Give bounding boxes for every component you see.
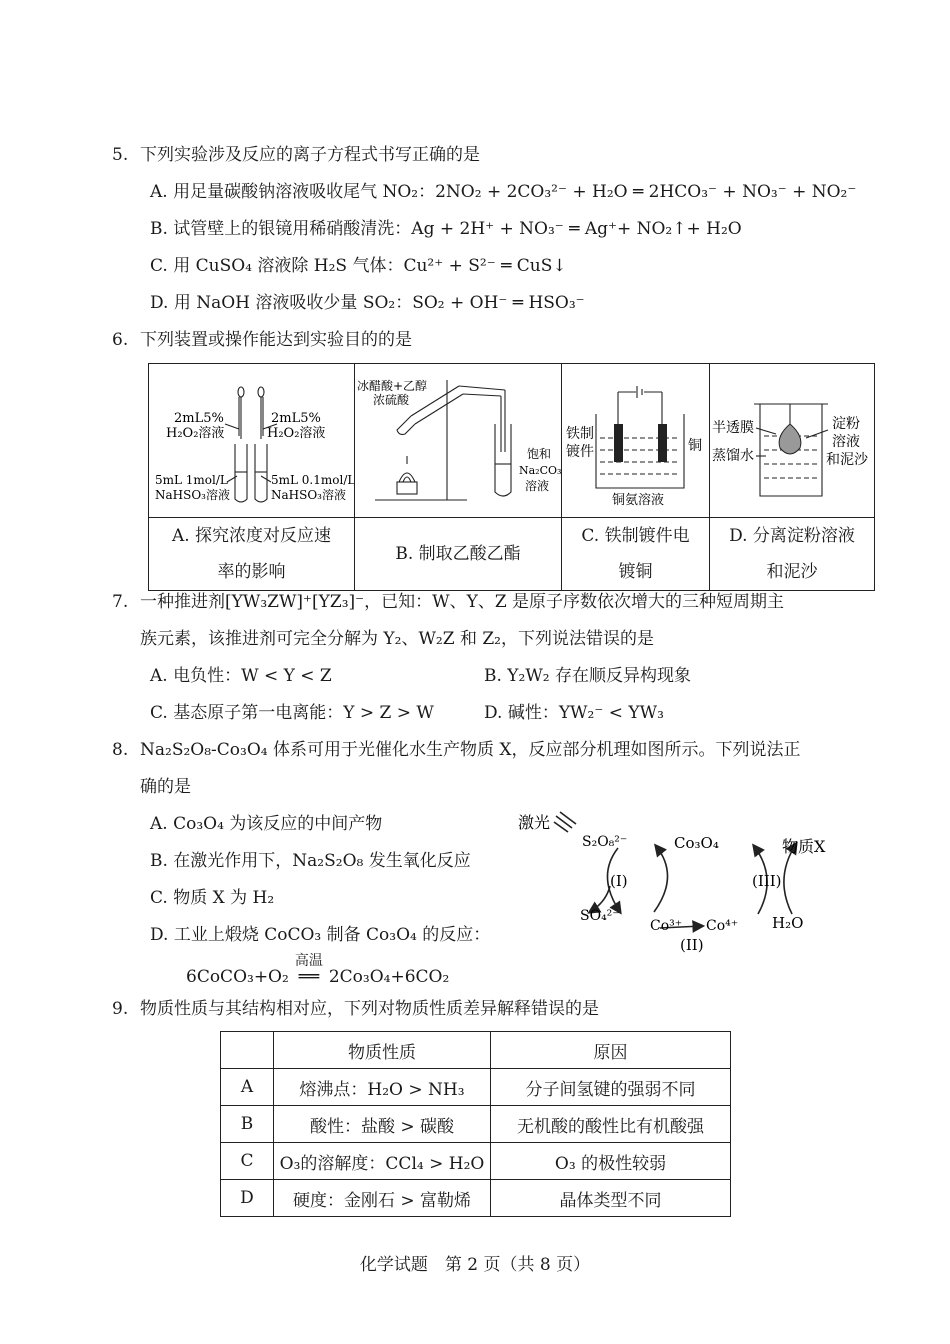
q9-stem: 物质性质与其结构相对应，下列对物质性质差异解释错误的是 — [140, 999, 599, 1019]
esterification-apparatus-figure — [355, 364, 561, 512]
table-cell: 熔沸点：H₂O > NH₃ — [274, 1069, 491, 1106]
table-cell: B — [221, 1106, 274, 1143]
electroplating-figure — [562, 364, 709, 512]
fig-c-label-d: 铜氨溶液 — [612, 493, 665, 508]
table-cell: O₃ 的极性较弱 — [491, 1143, 731, 1180]
equation-products: 2Co₃O₄+6CO₂ — [328, 967, 450, 987]
q8-option-c: C. 物质 X 为 H₂ — [150, 888, 275, 908]
fig-d-label-d: 溶液 — [832, 434, 860, 450]
figure-c — [562, 364, 710, 518]
figure-b — [355, 364, 562, 518]
label-co3o4: Co₃O₄ — [674, 834, 719, 852]
fig-a-label-bl2: NaHSO₃溶液 — [155, 488, 230, 502]
label-s2o8: S₂O₈²⁻ — [582, 834, 628, 850]
q8-equation — [186, 953, 450, 988]
header-cell: 原因 — [491, 1032, 731, 1069]
tube-comparison-figure — [149, 364, 354, 512]
q8-number: 8. — [112, 740, 129, 760]
fig-a-label-tr2: H₂O₂溶液 — [267, 426, 326, 441]
table-row — [221, 1143, 731, 1180]
table-cell: 无机酸的酸性比有机酸强 — [491, 1106, 731, 1143]
fig-d-label-e: 和泥沙 — [826, 452, 868, 468]
q5-number: 5. — [112, 145, 129, 165]
fig-a-label-br2: NaHSO₃溶液 — [271, 488, 346, 502]
caption-c: C. 铁制镀件电 镀铜 — [562, 518, 710, 591]
fig-a-label-tr: 2mL5% — [271, 411, 321, 426]
equation-reactants: 6CoCO₃+O₂ — [186, 967, 289, 987]
q9-number: 9. — [112, 999, 129, 1019]
fig-b-label-a: 冰醋酸+乙醇 — [357, 379, 428, 393]
fig-b-label-e: 溶液 — [525, 479, 550, 493]
header-cell — [221, 1032, 274, 1069]
figure-a — [149, 364, 355, 518]
table-header-row — [221, 1032, 731, 1069]
table-cell: O₃的溶解度：CCl₄ > H₂O — [274, 1143, 491, 1180]
q5-stem: 下列实验涉及反应的离子方程式书写正确的是 — [140, 145, 480, 165]
label-water: H₂O — [772, 914, 804, 932]
table-cell: 酸性：盐酸 > 碳酸 — [274, 1106, 491, 1143]
q5-option-c: C. 用 CuSO₄ 溶液除 H₂S 气体：Cu²⁺ + S²⁻ ═ CuS↓ — [150, 256, 567, 276]
label-step-ii: (II) — [680, 936, 704, 954]
q6-stem: 下列装置或操作能达到实验目的的是 — [140, 330, 412, 350]
table-row — [221, 1069, 731, 1106]
q7-option-c: C. 基态原子第一电离能：Y > Z > W — [150, 703, 434, 723]
label-co3-ion: Co³⁺ — [650, 918, 683, 934]
label-co4-ion: Co⁴⁺ — [706, 918, 739, 934]
q8-stem-2: 确的是 — [140, 777, 191, 797]
fig-d-label-a: 半透膜 — [712, 420, 754, 436]
label-substance-x: 物质X — [782, 837, 826, 856]
caption-b: B. 制取乙酸乙酯 — [355, 518, 562, 591]
q7-number: 7. — [112, 592, 129, 612]
label-laser: 激光 — [518, 813, 551, 832]
dialysis-figure — [710, 364, 874, 512]
label-step-i: (I) — [610, 872, 628, 890]
fig-b-label-c: 饱和 — [527, 447, 552, 461]
table-cell: C — [221, 1143, 274, 1180]
mechanism-diagram — [510, 806, 850, 966]
q5-option-a: A. 用足量碳酸钠溶液吸收尾气 NO₂：2NO₂ + 2CO₃²⁻ + H₂O ═ 2HCO₃⁻ + NO₃⁻ + NO₂⁻ — [150, 182, 857, 202]
q8-stem-1: Na₂S₂O₈-Co₃O₄ 体系可用于光催化水生产物质 X，反应部分机理如图所示。下列说法正 — [140, 740, 801, 760]
q5-option-d: D. 用 NaOH 溶液吸收少量 SO₂：SO₂ + OH⁻ ═ HSO₃⁻ — [150, 293, 585, 313]
fig-c-label-c: 铜 — [688, 438, 702, 454]
table-cell: 硬度：金刚石 > 富勒烯 — [274, 1180, 491, 1217]
label-step-iii: (III) — [752, 872, 782, 890]
q6-number: 6. — [112, 330, 129, 350]
fig-a-label-br: 5mL 0.1mol/L — [271, 473, 354, 487]
q5-option-b: B. 试管壁上的银镜用稀硝酸清洗：Ag + 2H⁺ + NO₃⁻ ═ Ag⁺+ NO₂↑+ H₂O — [150, 219, 742, 239]
fig-d-label-b: 蒸馏水 — [712, 448, 754, 464]
q8-option-a: A. Co₃O₄ 为该反应的中间产物 — [150, 814, 383, 834]
q7-option-b: B. Y₂W₂ 存在顺反异构现象 — [484, 666, 692, 686]
q8-option-d: D. 工业上煅烧 CoCO₃ 制备 Co₃O₄ 的反应： — [150, 925, 491, 945]
table-cell: 分子间氢键的强弱不同 — [491, 1069, 731, 1106]
header-cell: 物质性质 — [274, 1032, 491, 1069]
fig-c-label-b: 镀件 — [566, 444, 594, 460]
fig-d-label-c: 淀粉 — [832, 416, 860, 432]
q8-option-b: B. 在激光作用下，Na₂S₂O₈ 发生氧化反应 — [150, 851, 471, 871]
q7-option-a: A. 电负性：W < Y < Z — [150, 666, 332, 686]
equation-arrow: 高温 ══ — [289, 966, 329, 988]
table-cell: A — [221, 1069, 274, 1106]
fig-b-label-b: 浓硫酸 — [373, 393, 410, 407]
page-footer: 化学试题 第 2 页（共 8 页） — [359, 1255, 591, 1275]
caption-a: A. 探究浓度对反应速 率的影响 — [149, 518, 355, 591]
q7-stem-2: 族元素，该推进剂可完全分解为 Y₂、W₂Z 和 Z₂，下列说法错误的是 — [140, 629, 654, 649]
fig-a-label-tl2: H₂O₂溶液 — [166, 426, 225, 441]
fig-a-label-bl: 5mL 1mol/L — [155, 473, 228, 487]
q7-option-d: D. 碱性：YW₂⁻ < YW₃ — [484, 703, 664, 723]
label-so4: SO₄²⁻ — [580, 908, 620, 924]
table-row — [221, 1106, 731, 1143]
fig-b-label-d: Na₂CO₃ — [519, 464, 561, 477]
q7-stem-1: 一种推进剂[YW₃ZW]⁺[YZ₃]⁻，已知：W、Y、Z 是原子序数依次增大的三种短周期主 — [140, 592, 785, 612]
fig-a-label-tl: 2mL5% — [174, 411, 224, 426]
fig-c-label-a: 铁制 — [566, 426, 594, 442]
q9-property-table — [220, 1031, 731, 1217]
table-cell: D — [221, 1180, 274, 1217]
figure-d — [710, 364, 875, 518]
equation-condition: 高温 — [294, 953, 323, 969]
q6-apparatus-table — [148, 363, 875, 591]
table-cell: 晶体类型不同 — [491, 1180, 731, 1217]
caption-d: D. 分离淀粉溶液 和泥沙 — [710, 518, 875, 591]
table-row — [221, 1180, 731, 1217]
